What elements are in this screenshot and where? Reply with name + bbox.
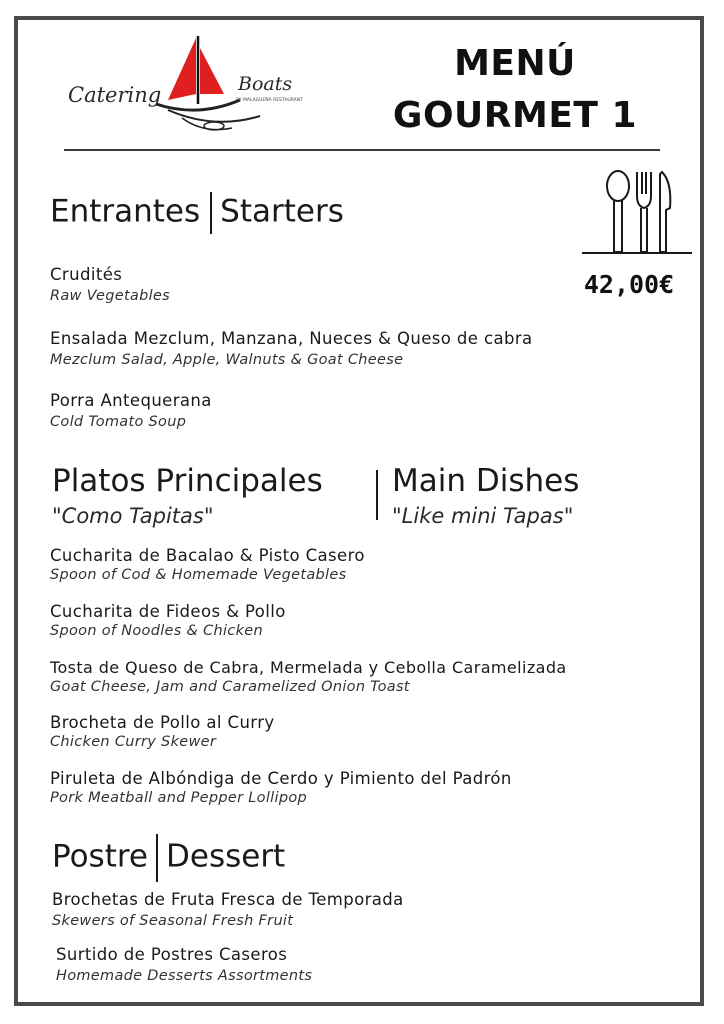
dish-name-es: Surtido de Postres Caseros bbox=[56, 945, 288, 964]
dessert-heading-es: Postre bbox=[52, 838, 148, 875]
dish-name-en: Raw Vegetables bbox=[50, 288, 171, 304]
list-item bbox=[50, 601, 286, 640]
list-item bbox=[56, 944, 312, 986]
logo-word-boats: Boats bbox=[238, 73, 293, 95]
list-item bbox=[50, 390, 212, 432]
dish-name-en: Spoon of Noodles & Chicken bbox=[50, 623, 263, 639]
dish-name-en: Pork Meatball and Pepper Lollipop bbox=[50, 790, 308, 806]
dish-name-es: Porra Antequerana bbox=[50, 391, 212, 410]
starters-heading bbox=[50, 192, 344, 234]
logo-graphic bbox=[64, 34, 314, 134]
dish-name-en: Goat Cheese, Jam and Caramelized Onion Toast bbox=[50, 679, 410, 695]
list-item bbox=[50, 768, 512, 807]
dessert-heading bbox=[52, 834, 285, 882]
starters-heading-en: Starters bbox=[220, 193, 344, 230]
mains-heading-es: Platos Principales bbox=[52, 463, 323, 499]
spoon-fork-knife-icon bbox=[578, 168, 696, 258]
mains-subtitle-en: "Like mini Tapas" bbox=[392, 504, 574, 528]
dish-name-en: Spoon of Cod & Homemade Vegetables bbox=[50, 567, 347, 583]
dish-name-en: Skewers of Seasonal Fresh Fruit bbox=[52, 913, 294, 929]
dish-name-en: Chicken Curry Skewer bbox=[50, 734, 217, 750]
dish-name-es: Tosta de Queso de Cabra, Mermelada y Cebolla Caramelizada bbox=[50, 658, 567, 677]
list-item bbox=[50, 545, 365, 584]
logo-word-catering: Catering bbox=[68, 83, 162, 107]
dish-name-es: Piruleta de Albóndiga de Cerdo y Pimiento del Padrón bbox=[50, 769, 512, 788]
heading-separator bbox=[376, 470, 378, 520]
heading-separator bbox=[156, 834, 158, 882]
logo-tagline: BY MALAGUEÑA RESTAURANT bbox=[236, 98, 303, 103]
list-item bbox=[50, 657, 567, 696]
list-item bbox=[50, 712, 275, 751]
mains-subtitle-es: "Como Tapitas" bbox=[52, 504, 214, 528]
mains-heading-en: Main Dishes bbox=[392, 463, 580, 499]
dish-name-es: Cucharita de Fideos & Pollo bbox=[50, 602, 286, 621]
dish-name-en: Cold Tomato Soup bbox=[50, 414, 187, 430]
catering-boats-logo bbox=[64, 34, 314, 134]
menu-title bbox=[380, 38, 650, 142]
dish-name-en: Mezclum Salad, Apple, Walnuts & Goat Cheese bbox=[50, 352, 404, 368]
starters-heading-es: Entrantes bbox=[50, 193, 201, 230]
heading-separator bbox=[210, 192, 212, 234]
menu-title-line2: GOURMET 1 bbox=[392, 95, 638, 136]
menu-price: 42,00€ bbox=[583, 270, 675, 299]
menu-title-line1: MENÚ bbox=[454, 43, 576, 84]
list-item bbox=[52, 889, 404, 931]
dish-name-en: Homemade Desserts Assortments bbox=[56, 968, 313, 984]
dish-name-es: Ensalada Mezclum, Manzana, Nueces & Queso de cabra bbox=[50, 329, 533, 348]
dish-name-es: Crudités bbox=[50, 265, 123, 284]
header-divider bbox=[64, 149, 660, 151]
dish-name-es: Cucharita de Bacalao & Pisto Casero bbox=[50, 546, 365, 565]
dish-name-es: Brocheta de Pollo al Curry bbox=[50, 713, 275, 732]
dish-name-es: Brochetas de Fruta Fresca de Temporada bbox=[52, 890, 404, 909]
dessert-heading-en: Dessert bbox=[166, 838, 286, 875]
list-item bbox=[50, 328, 533, 370]
list-item bbox=[50, 264, 170, 306]
